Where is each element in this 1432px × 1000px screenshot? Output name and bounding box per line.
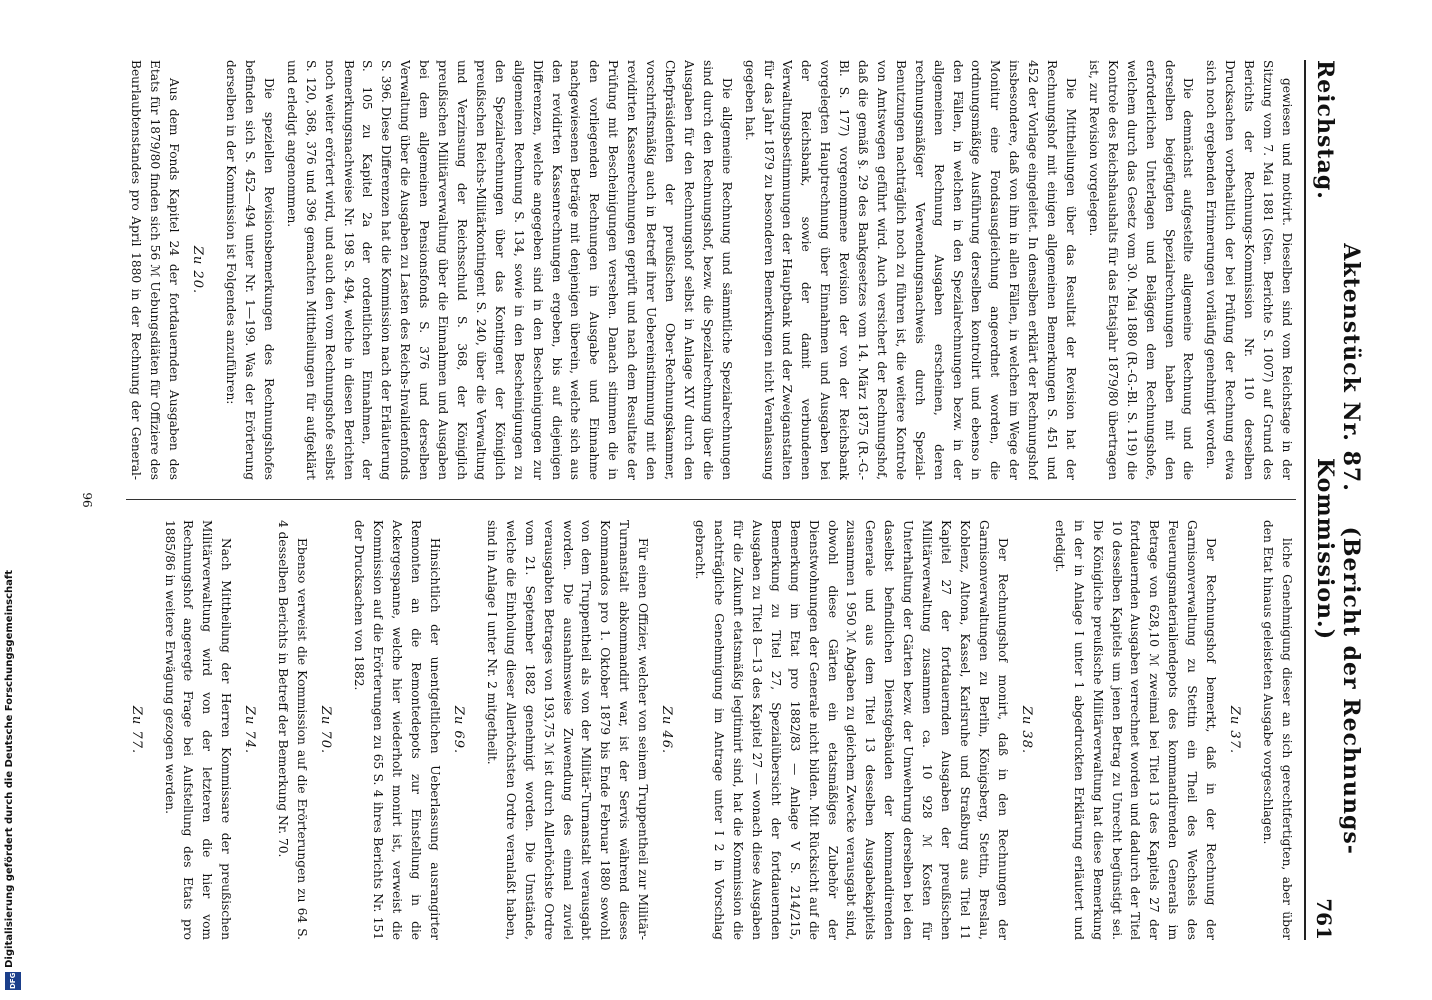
attribution-strip [4, 290, 22, 990]
attribution-text: Digitalisierung gefördert durch die Deutsche Forschungsgemeinschaft [4, 570, 15, 968]
document-page [56, 20, 1376, 980]
right-column [126, 520, 1296, 940]
paragraph: Die Mittheilungen über das Resultat der Revision hat der Rechnungshof mit einigen allgemeinen Bemerkungen S. 451 und 452 der Vorlage eingeleitet. In denselben erklärt der Rechnungshof insbesondere, daß von ihm in allen Fällen, in welchen im Wege der Monitur eine Fondsausgleichung angeordnet worden, die ordnungsmäßige Ausführung derselben kontrolirt und ebenso in den Fällen, in welchen in den Spezialrechnungen bezw. in der allgemeinen Rechnung Ausgaben erscheinen, deren rechnungsmäßiger Verwendungsnachweis durch Spezial-Benutzungen nachträglich noch zu führen ist, die weitere Kontrole von Amtswegen geführt wird. Auch versichert der Rechnungshof, daß die gemäß §. 29 des Bankgesetzes vom 14. März 1875 (R.-G.-Bl. S. 177) vorgenommene Revision der von der Reichsbank vorgelegten Hauptrechnung über Einnahmen und Ausgaben bei der Reichsbank, sowie der damit verbundenen Verwaltungsbestimmungen der Hauptbank und der Zweiganstalten für das Jahr 1879 zu besonderen Bemerkungen nicht Veranlassung gegeben hat. [742, 60, 1079, 480]
paragraph: Die demnächst aufgestellte allgemeine Rechnung und die derselben beigefügten Spezialrechnungen haben mit den erforderlichen Unterlagen und Beläggen dem Rechnungshofe, welchem durch das Gesetz vom 30. Mai 1880 (R.-G.-Bl. S. 119) die Kontrole des Reichshaushalts für das Etatsjahr 1879/80 übertragen ist, zur Revision vorgelegen. [1086, 60, 1196, 480]
section-heading: Zu 69. [451, 705, 467, 755]
dfg-logo: DFG [5, 972, 21, 990]
header-subtitle: (Bericht der Rechnungs-Kommission.) [1312, 458, 1364, 855]
paragraph: liche Genehmigung dieser an sich gerechtfertigten, aber über den Etat hinaus geleisteten Ausgabe vorgeschlagen. [1261, 520, 1294, 940]
section-heading: Zu 20. [190, 245, 206, 295]
paragraph: Der Rechnungshof monirt, daß in den Rechnungen der Garnisonverwaltungen zu Berlin, Königsberg, Stettin, Breslau, Koblenz, Altona, Kassel, Karlsruhe und Straßburg aus Titel 11 Kapitel 27 der fortdauernden Ausgaben der preußischen Militärverwaltung zusammen ca. 10 928 ℳ Kosten für Unterhaltung der Gärten bezw. der Umwehrung derselben bei den daselbst befindlichen Dienstgebäuden der kommandirenden Generale und aus dem Titel 13 desselben Ausgabekapitels zusammen 1 950 ℳ Abgaben zu gleichem Zwecke verausgabt sind, obwohl diese Gärten ein etatsmäßiges Zubehör der Dienstwohnungen der Generale nicht bilden. Mit Rücksicht auf die Bemerkung im Etat pro 1882/83 — Anlage V S. 214/215, Bemerkung zu Titel 27, Spezialübersicht der fortdauernden Ausgaben zu Titel 8—13 des Kapitel 27 — wonach diese Ausgaben für die Zukunft etatsmäßig legitimirt sind, hat die Kommission die nachträgliche Genehmigung im Antrage unter I 2 in Vorschlag gebracht. [693, 520, 1010, 940]
section-heading: Zu 70. [318, 705, 334, 755]
section-heading: Zu 77. [128, 705, 144, 755]
paragraph: Für einen Offizier, welcher von seinem Truppentheil zur Militär-Turnanstalt abkommandirt war, ist der Servis während dieses Kommandos pro 1. Oktober 1879 bis Ende Februar 1880 sowohl von dem Truppentheil als von der Militär-Turnanstalt verausgabt worden. Die ausnahmsweise Zuwendung des einmal zuviel verausgabten Betrages von 193,75 ℳ ist durch Allerhöchste Ordre vom 21. September 1882 genehmigt worden. Die Umstände, welche die Einholung dieser Allerhöchsten Ordre veranlaßt haben, sind in Anlage I unter Nr. 2 mitgetheilt. [484, 520, 651, 940]
section-heading: Zu 74. [242, 705, 258, 755]
paragraph: Aus dem Fonds Kapitel 24 der fortdauernden Ausgaben des Etats für 1879/80 finden sich 56 ℳ Uebungsdiäten für Offiziere des Beurlaubtenstandes pro April 1880 in der Rechnung der General- [129, 60, 182, 480]
paragraph: Die speziellen Revisionsbemerkungen des Rechnungshofes befinden sich S. 452—494 unter Nr. 1—199. Was der Erörterung derselben in der Kommission ist Folgendes anzuführen: [224, 60, 276, 480]
header-title: Aktenstück Nr. 87. [1338, 243, 1364, 492]
paragraph: gewiesen und motivirt. Dieselben sind vom Reichstage in der Sitzung vom 7. Mai 1881 (Sten. Berichte S. 1007) auf Grund des Berichts der Rechnungs-Kommission Nr. 110 derselben Drucksachen vorbehaltlich der bei Prüfung der Rechnung etwa sich noch ergebenden Erinnerungen vorläufig genehmigt worden. [1204, 60, 1294, 480]
header-page-number: 761 [1312, 898, 1336, 940]
header-left: Reichstag. [1312, 60, 1338, 200]
paragraph: Hinsichtlich der unentgeltlichen Ueberlassung ausrangirter Remonten an die Remontedepots zur Einstellung in die Ackergespanne, welche hier wiederholt monirt ist, verweist die Kommission auf die Erörterungen zu 65 S. 4 ihres Berichts Nr. 151 der Drucksachen von 1882. [352, 520, 442, 940]
footer-page-number: 96 [80, 492, 94, 508]
left-column [126, 60, 1296, 480]
section-heading: Zu 37. [1227, 705, 1243, 755]
paragraph: Der Rechnungshof bemerkt, daß in der Rechnung der Garnisonverwaltung zu Stettin ein Theil des Wechsels des Feuerungsmaterialiendepots des kommandirenden Generals im Betrage von 628,10 ℳ zweimal bei Titel 13 des Kapitels 27 der fortdauernden Ausgaben verrechnet worden und dadurch der Titel 10 desselben Kapitels um jenen Betrag zu Unrecht begünstigt sei. Die Königliche preußische Militärverwaltung hat diese Bemerkung in der in Anlage I unter 1 abgedruckten Erklärung erläutert und erledigt. [1052, 520, 1219, 940]
section-heading: Zu 46. [659, 705, 675, 755]
page-header [1304, 60, 1364, 940]
section-heading: Zu 38. [1018, 705, 1034, 755]
paragraph: Nach Mittheilung der Herren Kommissare der preußischen Militärverwaltung wird von der letzteren die hier vom Rechnungshof angeregte Frage bei Aufstellung des Etats pro 1885/86 in weitere Erwägung gezogen werden. [162, 520, 234, 940]
paragraph: Ebenso verweist die Kommission auf die Erörterungen zu 64 S. 4 desselben Berichts in Betreff der Bemerkung Nr. 70. [276, 520, 310, 940]
column-divider [126, 499, 1296, 500]
paragraph: Die allgemeine Rechnung und sämmtliche Spezialrechnungen sind durch den Rechnungshof, bezw. die Spezialrechnung über die Ausgaben für den Rechnungshof selbst in Anlage XIV durch den Chefpräsidenten der preußischen Ober-Rechnungskammer, vorschriftsmäßig auch in Betreff ihrer Uebereinstimmung mit den revidirten Kassenrechnungen geprüft und nach dem Resultate der Prüfung mit Bescheinigungen versehen. Danach stimmen die in den vorliegenden Rechnungen in Ausgabe und Einnahme nachgewiesenen Beträge mit denjenigen überein, welche sich aus den revidirten Kassenrechnungen ergeben, bis auf diejenigen Differenzen, welche angegeben sind in den Bescheinigungen zur allgemeinen Rechnung S. 134, sowie in den Bescheinigungen zu den Spezialrechnungen über das Kontingent der Königlich preußischen Reichs-Militärkontingent S. 240, über die Verwaltung und Verzinsung der Reichsschuld S. 368, der Königlich preußischen Militärverwaltung über die Einnahmen und Ausgaben bei dem allgemeinen Pensionsfonds S. 376 und derselben Verwaltung über die Ausgaben zu Lasten des Reichs-Invalidenfonds S. 396. Diese Differenzen hat die Kommission nach der Erläuterung S. 105 zu Kapitel 2a der ordentlichen Einnahmen, der Bemerkungsnachweise Nr. 198 S. 494, welche in diesen Berichten noch weiter erörtert wird, und auch den vom Rechnungshofe selbst S. 120, 368, 376 und 396 gemachten Mittheilungen für aufgeklärt und erledigt angenommen. [284, 60, 734, 480]
header-center [1312, 200, 1364, 898]
